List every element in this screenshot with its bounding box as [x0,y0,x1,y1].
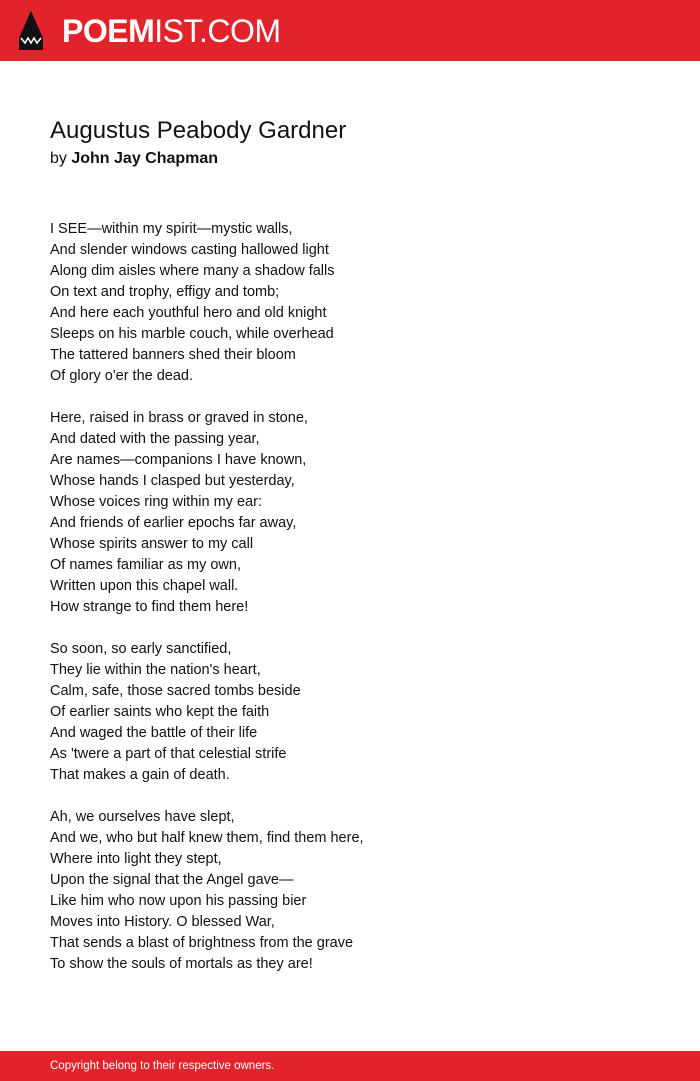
pencil-tip-icon[interactable] [18,10,44,51]
poem-line: On text and trophy, effigy and tomb; [50,284,280,300]
poem-line: Whose hands I clasped but yesterday, [50,473,295,489]
poem-body [50,219,670,996]
poem-line: And slender windows casting hallowed light [50,242,329,258]
by-label: by [50,150,67,167]
copyright-text: Copyright belong to their respective owners. [50,1060,275,1072]
poem-line: The tattered banners shed their bloom [50,347,296,363]
stanza [50,807,670,975]
poem-line: And waged the battle of their life [50,725,258,741]
poem-line: Where into light they stept, [50,851,222,867]
site-logo[interactable] [62,12,281,50]
poem-line: Along dim aisles where many a shadow falls [50,263,335,279]
poem-line: That makes a gain of death. [50,767,230,783]
poem-line: How strange to find them here! [50,599,249,615]
poem-line: Moves into History. O blessed War, [50,914,275,930]
poem-line: And here each youthful hero and old knight [50,305,327,321]
brand-light: IST.COM [154,13,281,49]
stanza [50,219,670,387]
poem-line: I SEE—within my spirit—mystic walls, [50,221,293,237]
poem-line: Of earlier saints who kept the faith [50,704,270,720]
poem-line: Written upon this chapel wall. [50,578,239,594]
poem-line: Whose spirits answer to my call [50,536,254,552]
site-footer [0,1051,700,1081]
poem-line: Whose voices ring within my ear: [50,494,262,510]
poem-line: Here, raised in brass or graved in stone, [50,410,308,426]
poem-line: Calm, safe, those sacred tombs beside [50,683,301,699]
poem-line: Sleeps on his marble couch, while overhead [50,326,334,342]
author-name: John Jay Chapman [71,150,219,167]
poem-line: Of glory o'er the dead. [50,368,194,384]
site-header [0,0,700,61]
poem-line: So soon, so early sanctified, [50,641,232,657]
stanza [50,639,670,786]
byline [50,148,218,170]
poem-line: As 'twere a part of that celestial strife [50,746,287,762]
poem-line: Upon the signal that the Angel gave— [50,872,294,888]
poem-line: Of names familiar as my own, [50,557,241,573]
poem-line: Like him who now upon his passing bier [50,893,307,909]
stanza [50,408,670,618]
poem-title: Augustus Peabody Gardner [50,117,347,144]
poem-line: And friends of earlier epochs far away, [50,515,297,531]
poem-line: Are names—companions I have known, [50,452,307,468]
poem-line: Ah, we ourselves have slept, [50,809,235,825]
poem-line: And dated with the passing year, [50,431,260,447]
poem-line: That sends a blast of brightness from the grave [50,935,354,951]
poem-line: And we, who but half knew them, find them here, [50,830,364,846]
poem-line: To show the souls of mortals as they are! [50,956,313,972]
brand-bold: POEM [62,13,155,49]
poem-line: They lie within the nation's heart, [50,662,261,678]
